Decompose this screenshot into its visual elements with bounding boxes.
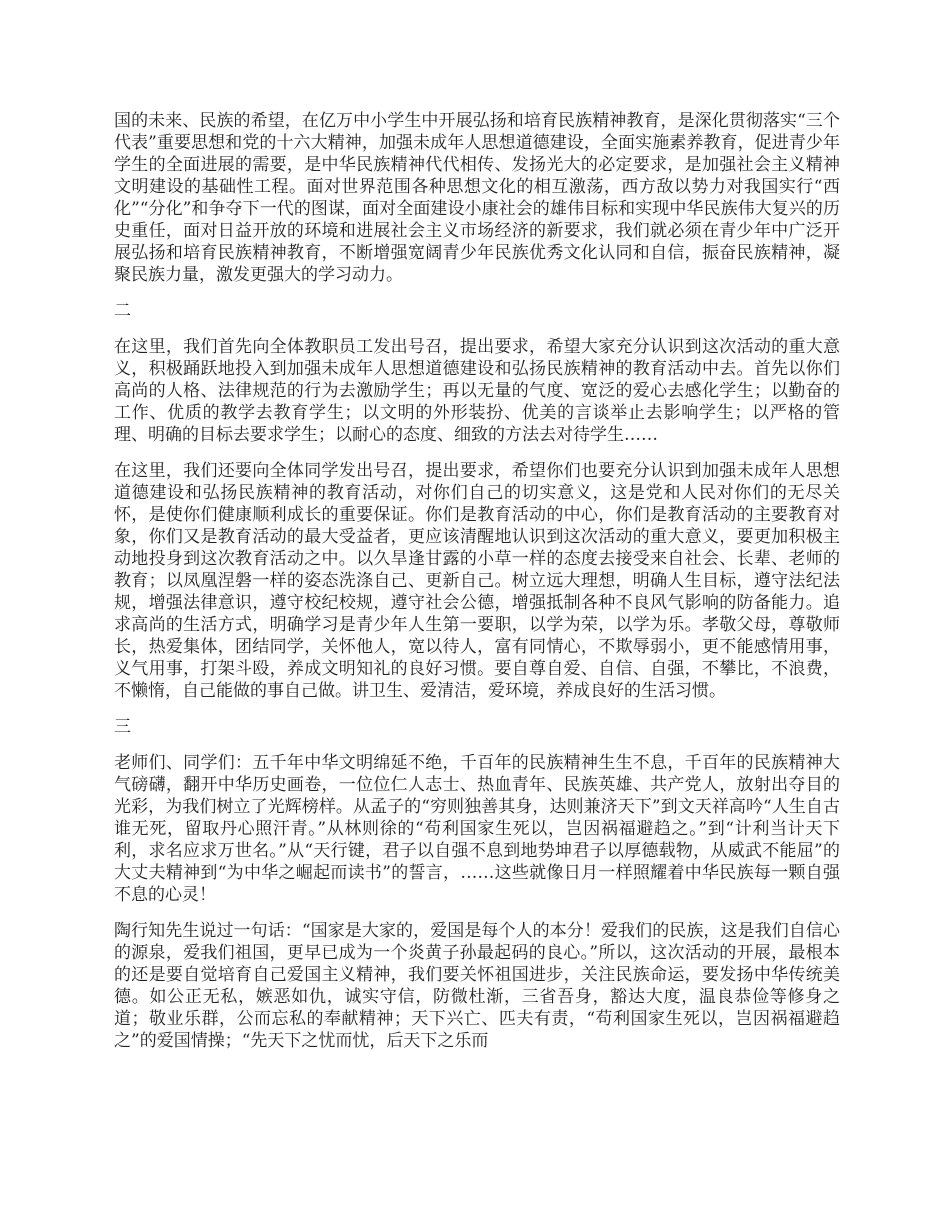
paragraph-staff-call: 在这里，我们首先向全体教职员工发出号召，提出要求，希望大家充分认识到这次活动的重大意义，积极踊跃地投入到加强未成年人思想道德建设和弘扬民族精神的教育活动中去。首先以你们高尚的人格、法律规范的行为去激励学生；再以无量的气度、宽泛的爱心去感化学生；以勤奋的工作、优质的教学去教育学生；以文明的外形装扮、优美的言谈举止去影响学生；以严格的管理、明确的目标去要求学生；以耐心的态度、细致的方法去对待学生……: [114, 337, 840, 445]
paragraph-student-call: 在这里，我们还要向全体同学发出号召，提出要求，希望你们也要充分认识到加强未成年人思想道德建设和弘扬民族精神的教育活动，对你们自己的切实意义，这是党和人民对你们的无尽关怀，是使你们健康顺利成长的重要保证。你们是教育活动的中心，你们是教育活动的主要教育对象，你们又是教育活动的最大受益者，更应该清醒地认识到这次活动的重大意义，要更加积极主动地投身到这次教育活动之中。以久旱逢甘露的小草一样的态度去接受来自社会、长辈、老师的教育；以凤凰涅磐一样的姿态洗涤自己、更新自己。树立远大理想，明确人生目标，遵守法纪法规，增强法律意识，遵守校纪校规，遵守社会公德，增强抵制各种不良风气影响的防备能力。追求高尚的生活方式，明确学习是青少年人生第一要职，以学为荣，以学为乐。孝敬父母，尊敬师长，热爱集体，团结同学，关怀他人，宽以待人，富有同情心，不欺辱弱小，更不能感情用事，义气用事，打架斗殴，养成文明知礼的良好习惯。要自尊自爱、自信、自强，不攀比，不浪费，不懒惰，自己能做的事自己做。讲卫生、爱清洁，爱环境，养成良好的生活习惯。: [114, 461, 840, 701]
document-body: [114, 110, 840, 1066]
section-heading-three: 三: [114, 717, 131, 737]
paragraph-history: 老师们、同学们：五千年中华文明绵延不绝，千百年的民族精神生生不息，千百年的民族精神大气磅礴，翻开中华历史画卷，一位位仁人志士、热血青年、民族英雄、共产党人，放射出夺目的光彩，为我们树立了光辉榜样。从孟子的“穷则独善其身，达则兼济天下”到文天祥高吟“人生自古谁无死，留取丹心照汗青。”从林则徐的“苟利国家生死以，岂因祸福避趋之。”到“计利当计天下利，求名应求万世名。”从“天行键，君子以自强不息到地势坤君子以厚德载物，从威武不能屈”的大丈夫精神到“为中华之崛起而读书”的誓言，……这些就像日月一样照耀着中华民族每一颗自强不息的心灵！: [114, 753, 840, 905]
paragraph-tao-xingzhi: 陶行知先生说过一句话：“国家是大家的，爱国是每个人的本分！爱我们的民族，这是我们自信心的源泉，爱我们祖国，更早已成为一个炎黄子孙最起码的良心。”所以，这次活动的开展，最根本的还是要自觉培育自己爱国主义精神，我们要关怀祖国进步，关注民族命运，要发扬中华传统美德。如公正无私，嫉恶如仇，诚实守信，防微杜渐，三省吾身，豁达大度，温良恭俭等修身之道；敬业乐群，公而忘私的奉献精神；天下兴亡、匹夫有责，“苟利国家生死以，岂因祸福避趋之”的爱国情操；“先天下之忧而忧，后天下之乐而: [114, 921, 840, 1051]
section-heading-two: 二: [114, 301, 131, 321]
paragraph-intro: 国的未来、民族的希望，在亿万中小学生中开展弘扬和培育民族精神教育，是深化贯彻落实“三个代表”重要思想和党的十六大精神，加强未成年人思想道德建设，全面实施素养教育，促进青少年学生的全面进展的需要，是中华民族精神代代相传、发扬光大的必定要求，是加强社会主义精神文明建设的基础性工程。面对世界范围各种思想文化的相互激荡，西方敌以势力对我国实行“西化”“分化”和争夺下一代的图谋，面对全面建设小康社会的雄伟目标和实现中华民族伟大复兴的历史重任，面对日益开放的环境和进展社会主义市场经济的新要求，我们就必须在青少年中广泛开展弘扬和培育民族精神教育，不断增强宽阔青少年民族优秀文化认同和自信，振奋民族精神，凝聚民族力量，激发更强大的学习动力。: [114, 111, 840, 285]
